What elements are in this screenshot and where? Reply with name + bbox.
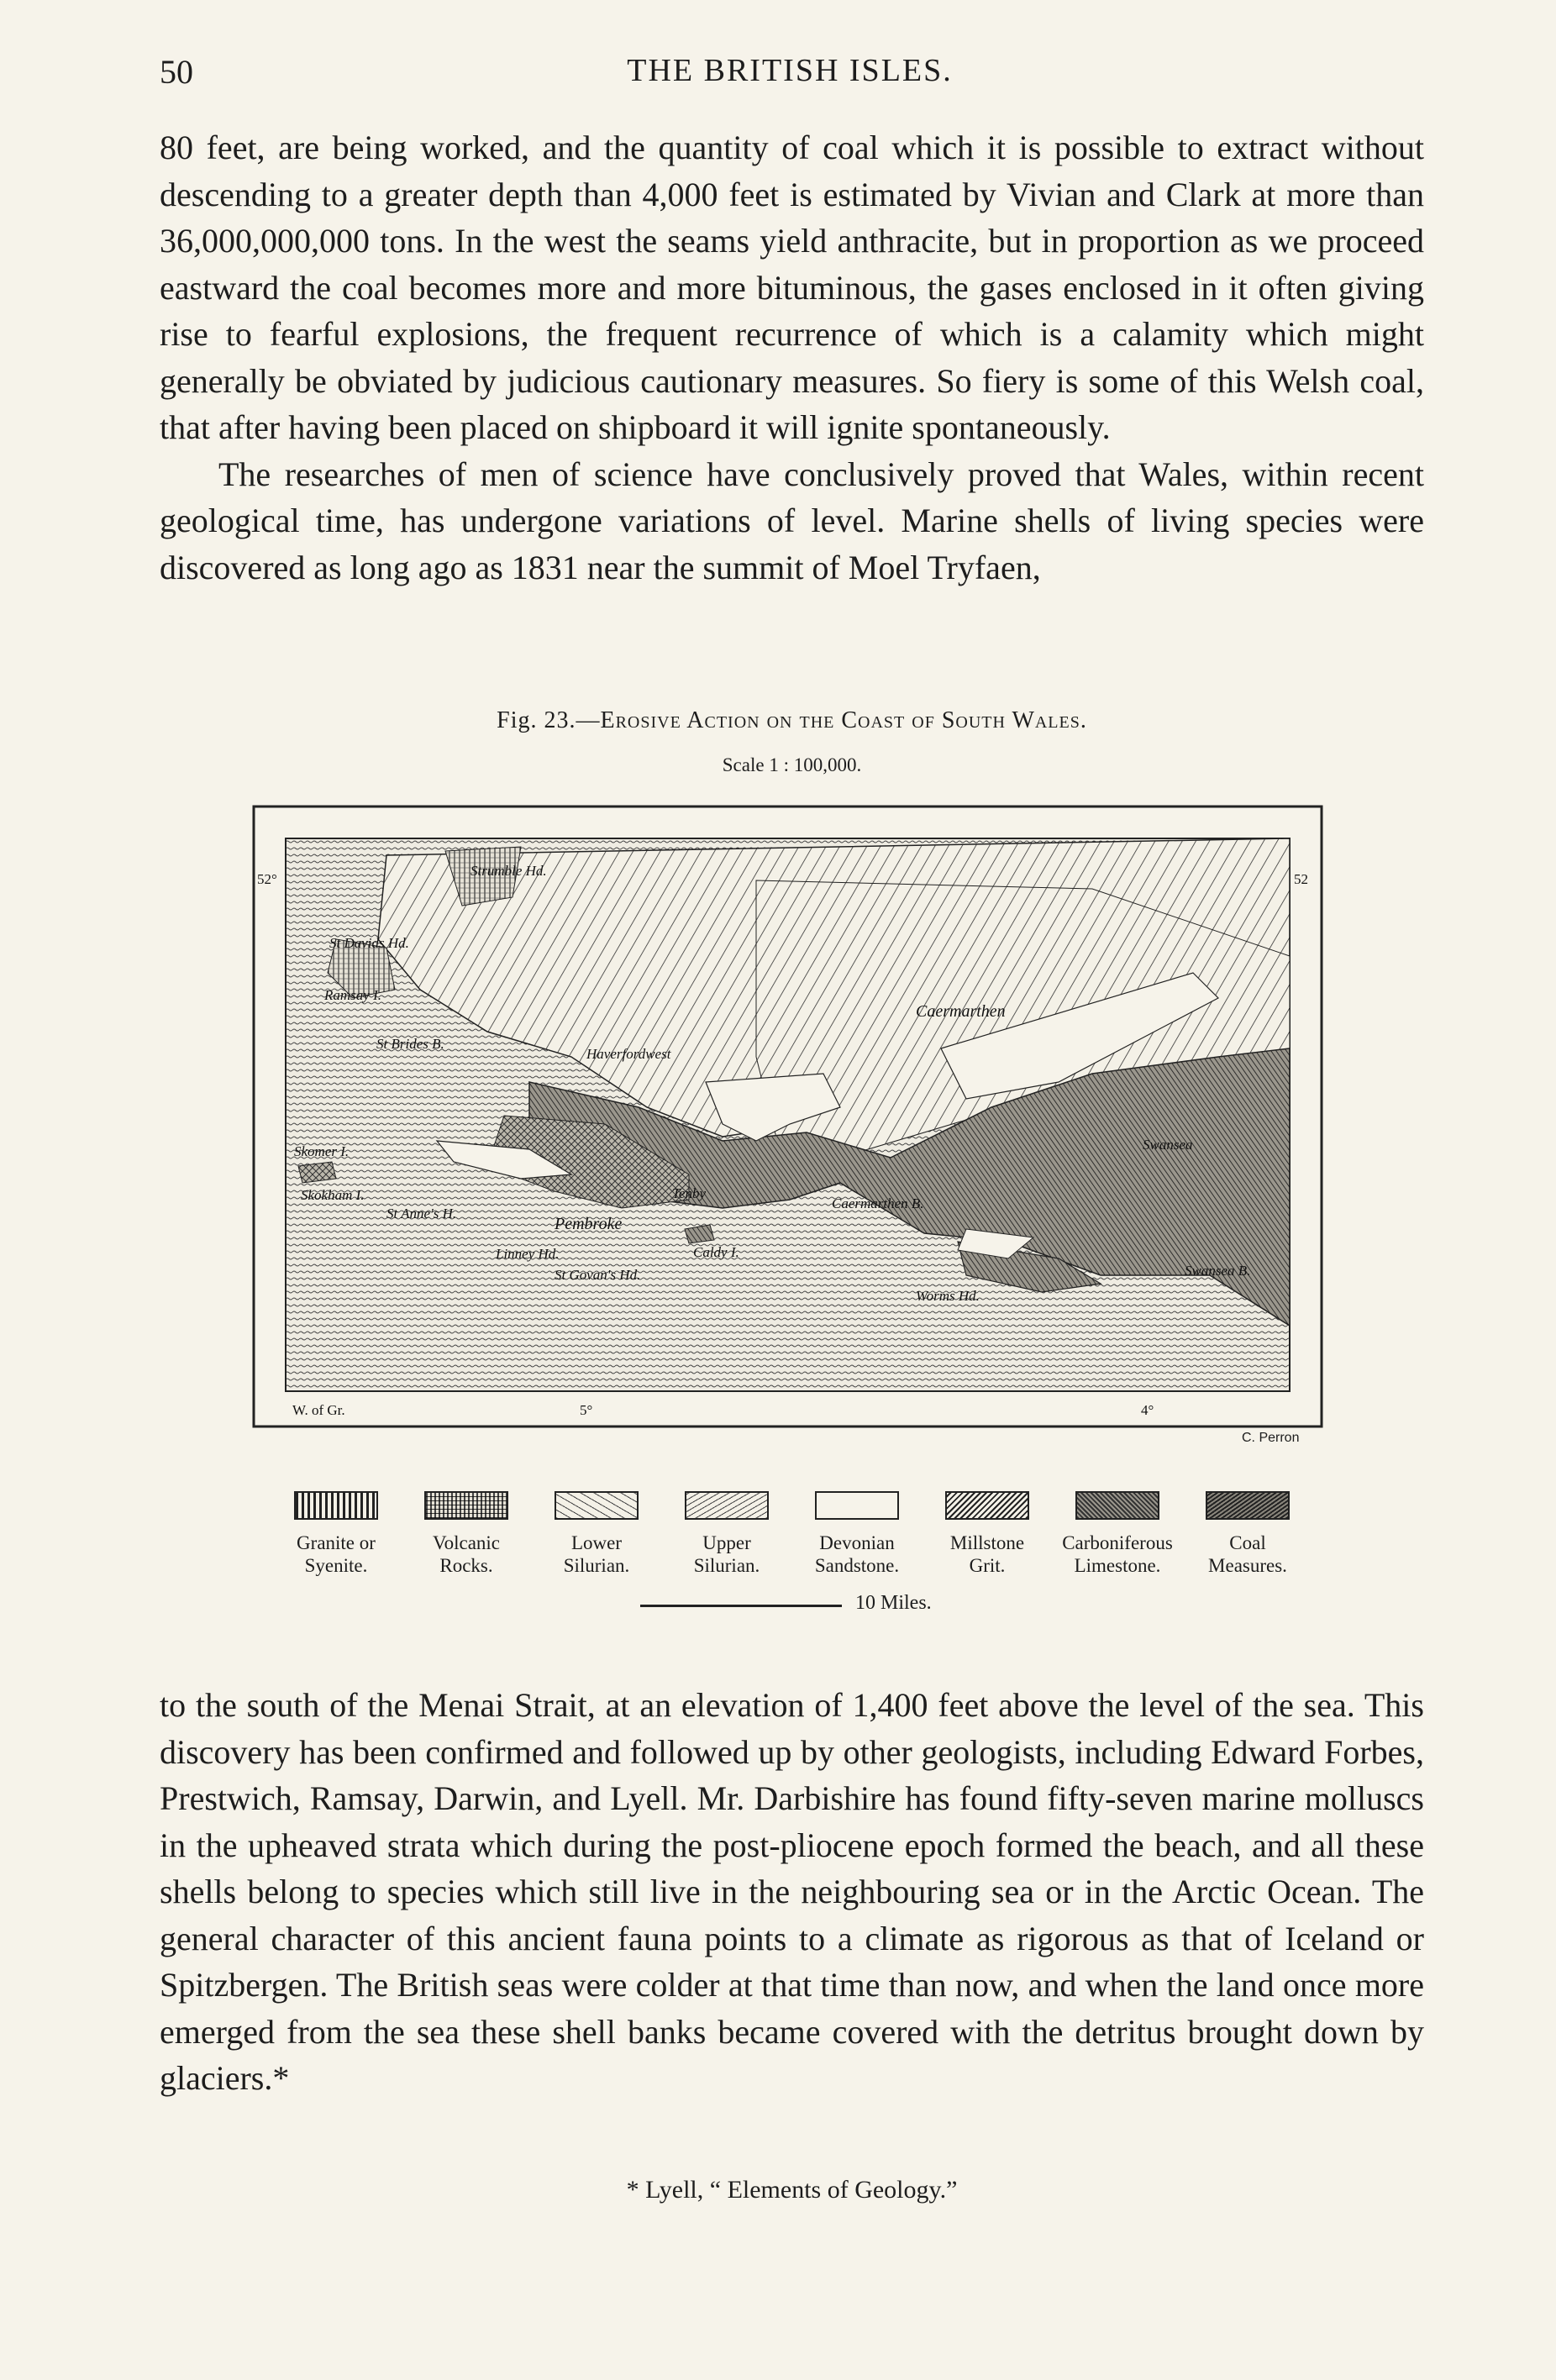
figure-caption xyxy=(160,707,1424,734)
legend-swatch xyxy=(555,1491,639,1520)
map-label-st-annes: St Anne's H. xyxy=(386,1206,457,1222)
legend-label: Volcanic Rocks. xyxy=(432,1532,501,1576)
map-label-worms: Worms Hd. xyxy=(916,1288,980,1304)
map-label-lat-right: 52 xyxy=(1294,871,1308,887)
legend-item-granite xyxy=(269,1491,403,1577)
legend-item-lower-silurian xyxy=(529,1491,664,1577)
map-label-st-govans: St Govan's Hd. xyxy=(555,1267,641,1283)
legend-swatch xyxy=(1075,1491,1159,1520)
map-label-st-davids: St Davids Hd. xyxy=(329,935,409,951)
legend-swatch xyxy=(685,1491,769,1520)
map-label-haverfordwest: Haverfordwest xyxy=(586,1046,671,1062)
legend-item-coal xyxy=(1180,1491,1315,1577)
figure-title: Erosive Action on the Coast of South Wales. xyxy=(600,707,1087,733)
legend-item-upper-silurian xyxy=(660,1491,794,1577)
legend-label: Upper Silurian. xyxy=(693,1532,760,1576)
legend-label: Millstone Grit. xyxy=(949,1532,1025,1576)
paragraph: 80 feet, are being worked, and the quantity of coal which it is possible to extract without descending to a greater depth than 4,000 feet is estimated by Vivian and Clark at more than 36,000,000,000 tons. In the west the seams yield anthracite, but in proportion as we proceed eastward the coal becomes more and more bituminous, the gases enclosed in it often giving rise to fearful explosions, the frequent recurrence of which is a calamity which might generally be obviated by judicious cautionary measures. So fiery is some of this Welsh coal, that after having been placed on shipboard it will ignite spontaneously. xyxy=(160,129,1424,446)
map-label-tenby: Tenby xyxy=(672,1185,706,1201)
legend-label: Lower Silurian. xyxy=(563,1532,630,1576)
map-label-longitude-5: 5° xyxy=(580,1402,593,1418)
paragraph: to the south of the Menai Strait, at an elevation of 1,400 feet above the level of the sea. This discovery has been confirmed and followed up by other geologists, including Edward Forbes, Prestwich, Ramsay, Darwin, and Lyell. Mr. Darbishire has found fifty-seven marine molluscs in the upheaved strata which during the post-pliocene epoch formed the beach, and all these shells belong to species which still live in the neighbouring sea or in the Arctic Ocean. The general character of this ancient fauna points to a climate as rigorous as that of Iceland or Spitzbergen. The British seas were colder at that time than now, and when the land once more emerged from the sea these shell banks became covered with the detritus brought down by glaciers.* xyxy=(160,1686,1424,2097)
scale-bar-label: 10 Miles. xyxy=(855,1592,932,1614)
map-label-linney: Linney Hd. xyxy=(496,1246,560,1262)
map-label-strumble: Strumble Hd. xyxy=(470,863,547,879)
map-label-ramsay: Ramsay I. xyxy=(324,987,381,1003)
map-label-swansea-bay: Swansea B. xyxy=(1185,1263,1251,1279)
running-head: THE BRITISH ISLES. xyxy=(627,53,953,88)
legend-swatch xyxy=(294,1491,378,1520)
map-label-st-brides: St Brides B. xyxy=(376,1036,444,1052)
legend-label: Granite or Syenite. xyxy=(297,1532,376,1576)
legend-item-devonian xyxy=(790,1491,924,1577)
page-number: 50 xyxy=(160,53,193,91)
figure-number: Fig. 23.— xyxy=(497,707,601,733)
legend-item-millstone xyxy=(920,1491,1054,1577)
figure-scale: Scale 1 : 100,000. xyxy=(722,754,862,775)
legend-item-carboniferous xyxy=(1050,1491,1185,1577)
geological-map xyxy=(252,805,1323,1428)
map-legend xyxy=(269,1491,1319,1592)
map-label-carmarthen: Caermarthen xyxy=(916,1002,1006,1021)
scale-bar xyxy=(640,1605,842,1607)
page-header xyxy=(160,52,1420,102)
body-text-bottom xyxy=(160,1682,1424,2102)
map-label-pembroke: Pembroke xyxy=(555,1215,623,1233)
legend-swatch xyxy=(424,1491,508,1520)
map-label-skokham: Skokham I. xyxy=(301,1187,365,1203)
map-label-longitude-4: 4° xyxy=(1141,1402,1154,1418)
map-label-lat-left: 52° xyxy=(257,871,277,887)
legend-label: Devonian Sandstone. xyxy=(814,1532,900,1576)
legend-swatch xyxy=(1206,1491,1290,1520)
legend-label: Coal Measures. xyxy=(1208,1532,1287,1576)
legend-swatch xyxy=(815,1491,899,1520)
paragraph: The researches of men of science have conclusively proved that Wales, within recent geological time, has undergone variations of level. Marine shells of living species were discovered as long ago as 1831 near the summit of Moel Tryfaen, xyxy=(160,454,1424,586)
map-label-longitude-w: W. of Gr. xyxy=(292,1402,345,1418)
legend-label: Carboniferous Limestone. xyxy=(1062,1532,1173,1576)
map-label-swansea: Swansea xyxy=(1143,1137,1193,1153)
legend-swatch xyxy=(945,1491,1029,1520)
footnote: * Lyell, “ Elements of Geology.” xyxy=(626,2176,958,2204)
engraver-credit: C. Perron xyxy=(1242,1431,1300,1445)
body-text-top xyxy=(160,124,1424,591)
legend-item-volcanic xyxy=(399,1491,534,1577)
map-label-caldy: Caldy I. xyxy=(693,1244,739,1260)
map-label-skomer: Skomer I. xyxy=(294,1143,350,1159)
map-label-carmarthen-bay: Caermarthen B. xyxy=(832,1195,924,1211)
skomer-island xyxy=(298,1162,336,1183)
